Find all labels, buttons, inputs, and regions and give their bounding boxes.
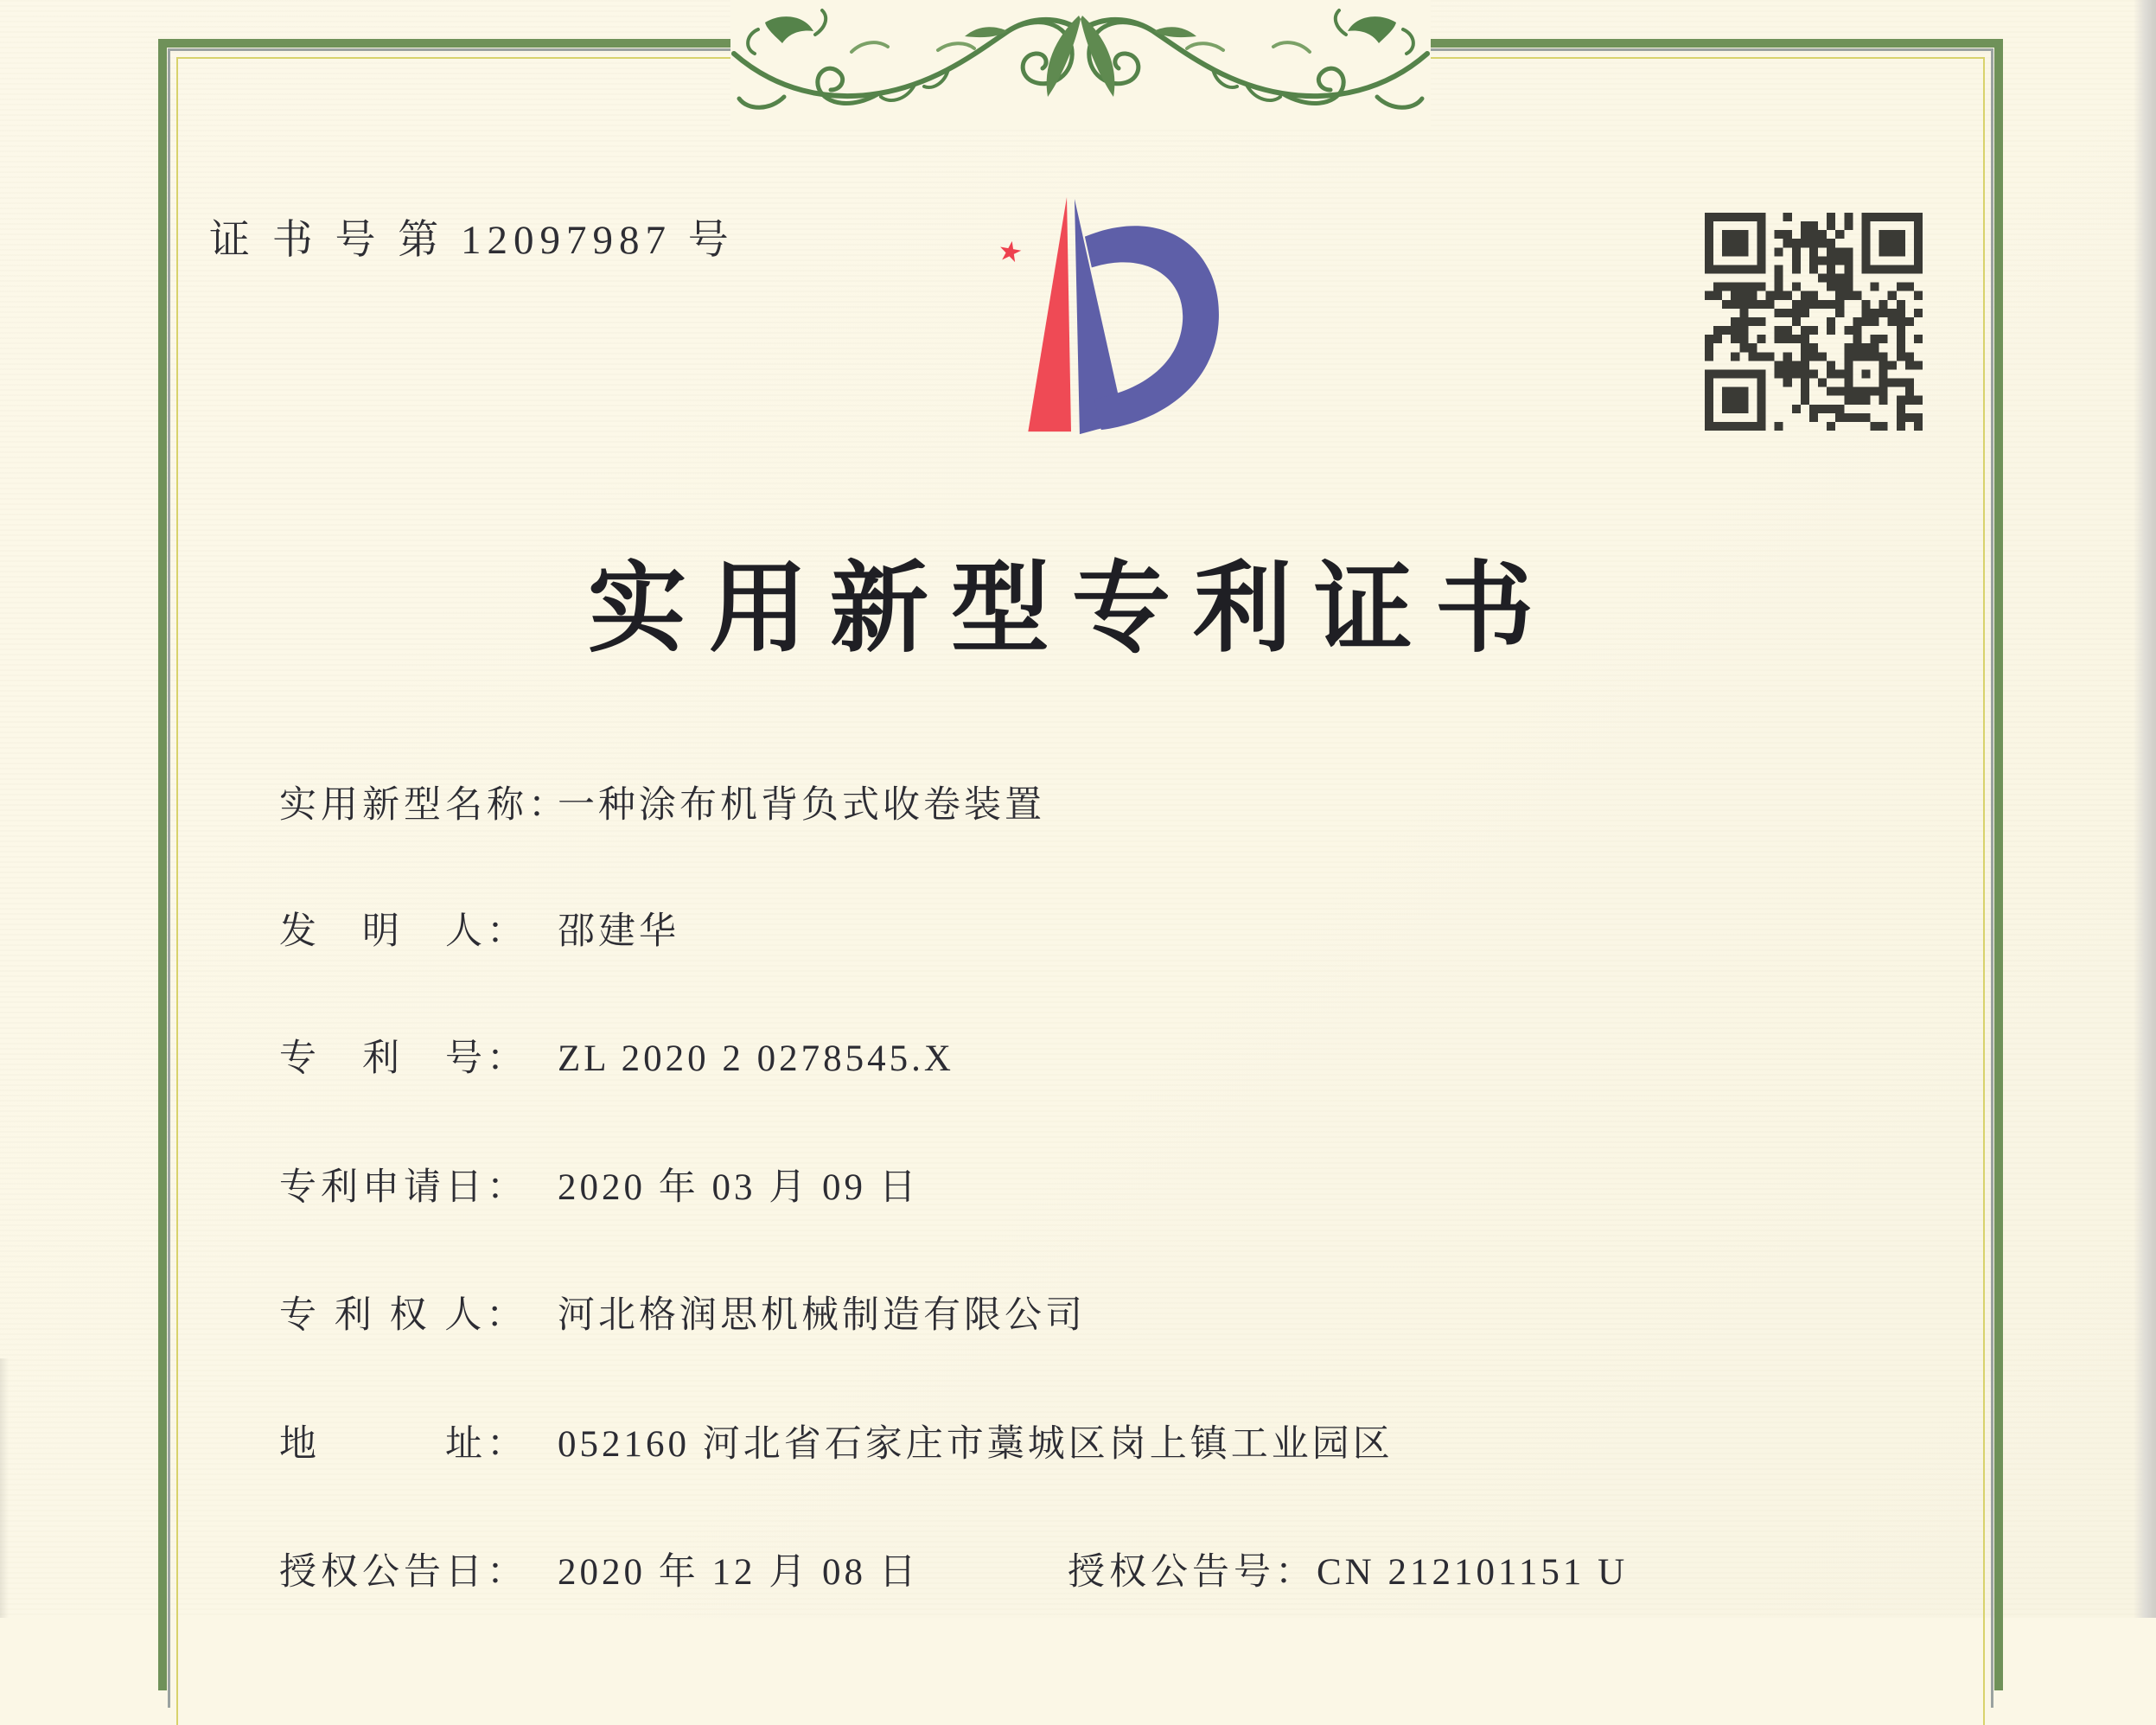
field-label: 专利申请日：: [279, 1167, 528, 1208]
field-value: 2020 年 03 月 09 日: [558, 1167, 920, 1208]
field-value: 052160 河北省石家庄市藁城区岗上镇工业园区: [558, 1424, 1394, 1465]
cnipa-logo: [915, 192, 1228, 450]
qr-code-icon: [1705, 213, 1923, 431]
field-inventor: [279, 910, 679, 962]
twin-dragon-ornament-icon: [730, 0, 1431, 130]
field-label: 专 利 权 人：: [279, 1295, 528, 1336]
field-value: ZL 2020 2 0278545.X: [558, 1038, 954, 1079]
field-value: CN 212101151 U: [1317, 1552, 1629, 1593]
field-label: 授权公告号：: [1068, 1552, 1317, 1593]
field-utility-model-name: [279, 783, 1045, 835]
field-grant-number: [1068, 1550, 1628, 1595]
twin-dragon-ornament: [730, 0, 1431, 130]
logo-blue-p: [1075, 199, 1219, 434]
field-label: 授权公告日：: [279, 1552, 528, 1593]
field-grant-date: [279, 1550, 1629, 1602]
field-patentee: [279, 1294, 1086, 1345]
cnipa-logo-icon: [915, 192, 1228, 450]
field-label: 发 明 人：: [279, 911, 528, 952]
field-value: 一种涂布机背负式收卷装置: [558, 785, 1045, 826]
field-application-date: [279, 1166, 920, 1217]
field-label: 地 址：: [279, 1424, 528, 1465]
field-value: 2020 年 12 月 08 日: [558, 1552, 920, 1593]
scan-edge-shadow-left: [0, 1358, 9, 1618]
field-patent-number: [279, 1037, 954, 1089]
qr-code: [1705, 213, 1923, 431]
field-label: 实用新型名称：: [279, 785, 570, 826]
scan-edge-shadow: [2134, 0, 2156, 1618]
field-value: 邵建华: [558, 911, 679, 952]
field-label: 专 利 号：: [279, 1038, 528, 1079]
certificate-number: 证 书 号 第 12097987 号: [209, 218, 735, 263]
field-address: [279, 1422, 1394, 1474]
field-value: 河北格润思机械制造有限公司: [558, 1295, 1086, 1336]
logo-red-wedge: [1028, 197, 1071, 431]
certificate-title: 实用新型专利证书: [587, 554, 1556, 664]
